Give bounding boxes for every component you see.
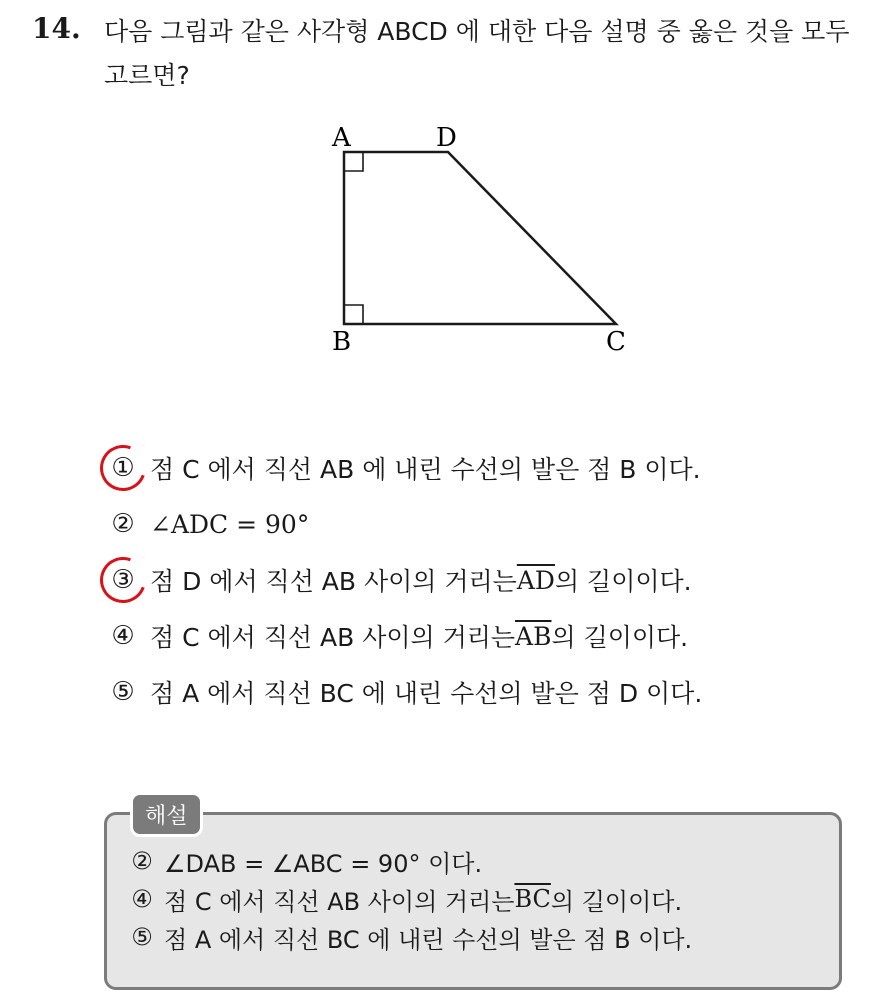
choice-list xyxy=(106,440,702,720)
explanation-line-1 xyxy=(128,842,692,880)
right-angle-mark-a xyxy=(344,152,363,171)
choice-marker: ⑤ xyxy=(111,677,135,707)
explanation-label: 해설 xyxy=(130,792,203,837)
explanation-line-text: 점 A 에서 직선 BC 에 내린 수선의 발은 점 B 이다. xyxy=(164,925,693,954)
choice-3[interactable] xyxy=(106,552,702,608)
vertex-label-c: C xyxy=(606,327,626,357)
explanation-text xyxy=(128,842,692,956)
explanation-line-end: 의 길이이다. xyxy=(550,887,683,916)
choice-marker: ③ xyxy=(106,563,140,597)
choice-marker: ② xyxy=(111,509,135,539)
choice-text-end: 의 길이이다. xyxy=(551,623,689,652)
segment-label: $\overline{BC}$ xyxy=(514,885,551,913)
vertex-label-b: B xyxy=(332,327,352,357)
vertex-label-d: D xyxy=(436,123,457,153)
choice-text: 점 C 에서 직선 AB 에 내린 수선의 발은 점 B 이다. xyxy=(150,455,701,484)
explanation-line-3 xyxy=(128,918,692,956)
choice-text-end: 의 길이이다. xyxy=(554,567,692,596)
explanation-line-2 xyxy=(128,880,692,918)
explanation-line-text: ∠DAB = ∠ABC = 90° 이다. xyxy=(164,849,483,878)
explanation-marker: ⑤ xyxy=(131,923,153,951)
quadrilateral-shape xyxy=(344,152,616,324)
question-number: 14. xyxy=(32,12,81,45)
choice-2[interactable] xyxy=(106,496,702,552)
choice-5[interactable] xyxy=(106,664,702,720)
explanation-marker: ④ xyxy=(131,885,153,913)
right-angle-mark-b xyxy=(344,305,363,324)
choice-text: 점 C 에서 직선 AB 사이의 거리는 xyxy=(150,623,516,652)
choice-text: 점 A 에서 직선 BC 에 내린 수선의 발은 점 D 이다. xyxy=(150,679,703,708)
choice-text: 점 D 에서 직선 AB 사이의 거리는 xyxy=(150,567,517,596)
question-text: 다음 그림과 같은 사각형 ABCD 에 대한 다음 설명 중 옳은 것을 모두 고르면? xyxy=(104,17,850,90)
choice-marker: ① xyxy=(106,451,140,485)
choice-4[interactable] xyxy=(106,608,702,664)
explanation-line-text: 점 C 에서 직선 AB 사이의 거리는 xyxy=(164,887,515,916)
quadrilateral-figure xyxy=(320,115,650,365)
choice-marker: ④ xyxy=(111,621,135,651)
explanation-marker: ② xyxy=(131,847,153,875)
segment-label: $\overline{AB}$ xyxy=(515,621,552,651)
choice-1[interactable] xyxy=(106,440,702,496)
segment-label: $\overline{AD}$ xyxy=(516,565,555,595)
vertex-label-a: A xyxy=(332,123,351,153)
choice-text: ∠ADC = 90° xyxy=(150,509,310,539)
